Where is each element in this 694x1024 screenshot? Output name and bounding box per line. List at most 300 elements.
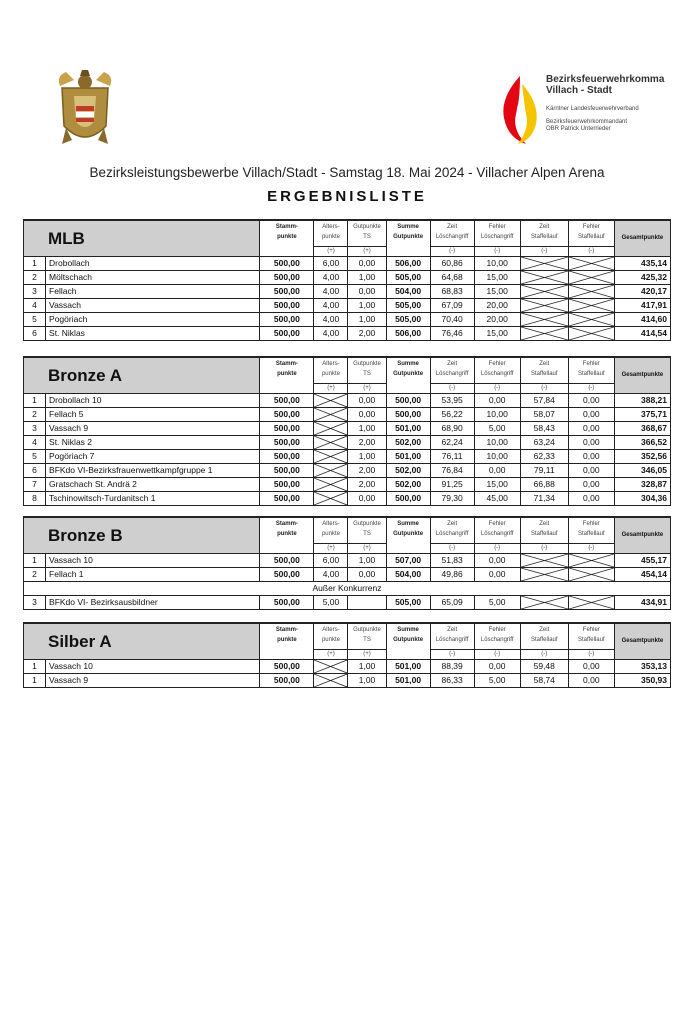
time-attack-cell: 76,84 xyxy=(430,463,474,477)
stamm-points-cell: 500,00 xyxy=(260,435,314,449)
time-relay-header: Zeit Staffellauf xyxy=(520,357,568,383)
age-points-na-cell xyxy=(314,463,348,477)
time-relay-header: Zeit Staffellauf xyxy=(520,623,568,649)
errors-relay-cell: 0,00 xyxy=(568,435,614,449)
good-points-cell: 0,00 xyxy=(348,284,386,298)
good-points-header: Gutpunkte TS xyxy=(348,220,386,246)
errors-attack-cell: 20,00 xyxy=(474,312,520,326)
age-points-header: Alters- punkte xyxy=(314,220,348,246)
time-relay-na-cell xyxy=(520,298,568,312)
total-points-cell: 353,13 xyxy=(614,659,670,673)
time-attack-cell: 53,95 xyxy=(430,393,474,407)
result-row xyxy=(24,407,671,421)
time-relay-na-cell xyxy=(520,567,568,581)
stamm-points-cell: 500,00 xyxy=(260,463,314,477)
sum-points-cell: 501,00 xyxy=(386,673,430,687)
age-points-na-cell xyxy=(314,407,348,421)
stamm-points-cell: 500,00 xyxy=(260,256,314,270)
good-points-cell: 1,00 xyxy=(348,421,386,435)
results-section xyxy=(23,219,671,341)
age-points-cell: 4,00 xyxy=(314,567,348,581)
errors-attack-cell: 15,00 xyxy=(474,326,520,340)
not-applicable-cross-icon xyxy=(314,660,347,673)
coat-of-arms-logo xyxy=(52,66,118,150)
rank-cell: 2 xyxy=(24,407,46,421)
time-attack-cell: 79,30 xyxy=(430,491,474,505)
category-name: Silber A xyxy=(24,623,260,659)
results-table xyxy=(23,622,671,688)
result-row xyxy=(24,463,671,477)
total-points-cell: 455,17 xyxy=(614,553,670,567)
age-points-header: Alters- punkte xyxy=(314,357,348,383)
not-applicable-cross-icon xyxy=(521,568,568,581)
sign-cell: (-) xyxy=(568,383,614,393)
sum-points-cell: 501,00 xyxy=(386,449,430,463)
age-points-na-cell xyxy=(314,421,348,435)
time-relay-na-cell xyxy=(520,256,568,270)
errors-relay-cell: 0,00 xyxy=(568,659,614,673)
result-row xyxy=(24,298,671,312)
sum-points-header: Summe Gutpunkte xyxy=(386,517,430,553)
sum-points-cell: 505,00 xyxy=(386,595,430,609)
result-row xyxy=(24,673,671,687)
result-row xyxy=(24,256,671,270)
errors-relay-cell: 0,00 xyxy=(568,421,614,435)
rank-cell: 1 xyxy=(24,256,46,270)
stamm-points-cell: 500,00 xyxy=(260,284,314,298)
header-row xyxy=(24,517,671,543)
time-relay-na-cell xyxy=(520,553,568,567)
not-applicable-cross-icon xyxy=(569,327,614,340)
stamm-points-cell: 500,00 xyxy=(260,421,314,435)
errors-relay-cell: 0,00 xyxy=(568,449,614,463)
time-attack-cell: 67,09 xyxy=(430,298,474,312)
page-header xyxy=(0,0,694,215)
sign-cell: (-) xyxy=(520,543,568,553)
not-applicable-cross-icon xyxy=(314,422,347,435)
total-points-cell: 417,91 xyxy=(614,298,670,312)
not-applicable-cross-icon xyxy=(314,464,347,477)
sign-cell: (-) xyxy=(430,543,474,553)
time-relay-na-cell xyxy=(520,284,568,298)
errors-relay-header: Fehler Staffellauf xyxy=(568,517,614,543)
age-points-cell: 5,00 xyxy=(314,595,348,609)
errors-relay-header: Fehler Staffellauf xyxy=(568,220,614,246)
result-row xyxy=(24,435,671,449)
time-attack-cell: 76,11 xyxy=(430,449,474,463)
errors-attack-header: Fehler Löschangriff xyxy=(474,357,520,383)
total-points-header: Gesamtpunkte xyxy=(614,623,670,659)
rank-cell: 4 xyxy=(24,435,46,449)
age-points-cell: 4,00 xyxy=(314,326,348,340)
time-relay-cell: 58,07 xyxy=(520,407,568,421)
sign-cell: (+) xyxy=(314,649,348,659)
age-points-na-cell xyxy=(314,449,348,463)
team-name-cell: St. Niklas 2 xyxy=(46,435,260,449)
errors-attack-cell: 5,00 xyxy=(474,595,520,609)
errors-attack-cell: 10,00 xyxy=(474,449,520,463)
not-applicable-cross-icon xyxy=(314,492,347,505)
team-name-cell: Drobollach 10 xyxy=(46,393,260,407)
errors-relay-na-cell xyxy=(568,595,614,609)
errors-attack-cell: 5,00 xyxy=(474,421,520,435)
team-name-cell: BFKdo VI- Bezirksausbildner xyxy=(46,595,260,609)
sum-points-cell: 505,00 xyxy=(386,312,430,326)
sign-cell: (+) xyxy=(314,246,348,256)
errors-relay-cell: 0,00 xyxy=(568,393,614,407)
team-name-cell: Vassach 9 xyxy=(46,421,260,435)
errors-attack-cell: 0,00 xyxy=(474,553,520,567)
out-of-competition-label: Außer Konkurrenz xyxy=(24,581,671,595)
sign-cell: (+) xyxy=(348,383,386,393)
time-attack-cell: 56,22 xyxy=(430,407,474,421)
sum-points-cell: 507,00 xyxy=(386,553,430,567)
sum-points-header: Summe Gutpunkte xyxy=(386,623,430,659)
not-applicable-cross-icon xyxy=(314,450,347,463)
errors-attack-cell: 10,00 xyxy=(474,256,520,270)
total-points-cell: 352,56 xyxy=(614,449,670,463)
time-relay-header: Zeit Staffellauf xyxy=(520,517,568,543)
category-name: Bronze B xyxy=(24,517,260,553)
time-relay-cell: 79,11 xyxy=(520,463,568,477)
not-applicable-cross-icon xyxy=(569,257,614,270)
time-attack-header: Zeit Löschangriff xyxy=(430,357,474,383)
time-relay-na-cell xyxy=(520,312,568,326)
good-points-cell: 0,00 xyxy=(348,393,386,407)
event-description: Bezirksleistungsbewerbe Villach/Stadt - Samstag 18. Mai 2024 - Villacher Alpen Arena xyxy=(89,165,605,180)
time-attack-cell: 60,86 xyxy=(430,256,474,270)
logo-commander-title: Bezirksfeuerwehrkommandant xyxy=(546,119,628,125)
logo-organisation: Kärntner Landesfeuerwehrverband xyxy=(546,106,639,112)
team-name-cell: Fellach xyxy=(46,284,260,298)
errors-relay-cell: 0,00 xyxy=(568,477,614,491)
total-points-cell: 375,71 xyxy=(614,407,670,421)
sign-cell: (-) xyxy=(430,649,474,659)
age-points-na-cell xyxy=(314,477,348,491)
total-points-cell: 304,36 xyxy=(614,491,670,505)
age-points-cell: 4,00 xyxy=(314,312,348,326)
good-points-header: Gutpunkte TS xyxy=(348,517,386,543)
team-name-cell: Vassach 10 xyxy=(46,659,260,673)
not-applicable-cross-icon xyxy=(569,299,614,312)
time-relay-na-cell xyxy=(520,326,568,340)
team-name-cell: Vassach 9 xyxy=(46,673,260,687)
stamm-points-cell: 500,00 xyxy=(260,595,314,609)
not-applicable-cross-icon xyxy=(521,285,568,298)
team-name-cell: Vassach xyxy=(46,298,260,312)
good-points-cell xyxy=(348,595,386,609)
rank-cell: 1 xyxy=(24,673,46,687)
time-relay-na-cell xyxy=(520,270,568,284)
time-attack-header: Zeit Löschangriff xyxy=(430,220,474,246)
sum-points-cell: 500,00 xyxy=(386,491,430,505)
errors-relay-cell: 0,00 xyxy=(568,407,614,421)
sign-cell: (-) xyxy=(474,649,520,659)
stamm-points-cell: 500,00 xyxy=(260,553,314,567)
errors-attack-cell: 5,00 xyxy=(474,673,520,687)
sum-points-cell: 500,00 xyxy=(386,393,430,407)
sign-cell: (-) xyxy=(474,543,520,553)
good-points-header: Gutpunkte TS xyxy=(348,623,386,649)
sign-cell: (-) xyxy=(430,246,474,256)
time-relay-cell: 62,33 xyxy=(520,449,568,463)
stamm-points-header: Stamm- punkte xyxy=(260,220,314,256)
stamm-points-cell: 500,00 xyxy=(260,407,314,421)
age-points-cell: 4,00 xyxy=(314,284,348,298)
team-name-cell: Pogöriach 7 xyxy=(46,449,260,463)
logo-commander-name: OBR Patrick Unterrieder xyxy=(546,126,611,132)
time-attack-cell: 88,39 xyxy=(430,659,474,673)
not-applicable-cross-icon xyxy=(314,436,347,449)
team-name-cell: Möltschach xyxy=(46,270,260,284)
stamm-points-cell: 500,00 xyxy=(260,298,314,312)
result-row xyxy=(24,553,671,567)
result-row xyxy=(24,449,671,463)
not-applicable-cross-icon xyxy=(521,271,568,284)
header-row xyxy=(24,357,671,383)
not-applicable-cross-icon xyxy=(314,674,347,687)
age-points-header: Alters- punkte xyxy=(314,623,348,649)
team-name-cell: St. Niklas xyxy=(46,326,260,340)
sum-points-cell: 505,00 xyxy=(386,298,430,312)
result-row xyxy=(24,312,671,326)
errors-attack-cell: 15,00 xyxy=(474,270,520,284)
sum-points-cell: 506,00 xyxy=(386,256,430,270)
stamm-points-cell: 500,00 xyxy=(260,312,314,326)
errors-attack-header: Fehler Löschangriff xyxy=(474,220,520,246)
time-relay-cell: 58,43 xyxy=(520,421,568,435)
time-relay-na-cell xyxy=(520,595,568,609)
stamm-points-cell: 500,00 xyxy=(260,326,314,340)
time-relay-header: Zeit Staffellauf xyxy=(520,220,568,246)
team-name-cell: Fellach 5 xyxy=(46,407,260,421)
time-attack-cell: 65,09 xyxy=(430,595,474,609)
sign-cell: (-) xyxy=(474,383,520,393)
sum-points-cell: 502,00 xyxy=(386,435,430,449)
errors-relay-header: Fehler Staffellauf xyxy=(568,357,614,383)
errors-relay-cell: 0,00 xyxy=(568,463,614,477)
team-name-cell: Vassach 10 xyxy=(46,553,260,567)
sign-cell: (-) xyxy=(520,383,568,393)
errors-attack-cell: 0,00 xyxy=(474,567,520,581)
total-points-cell: 366,52 xyxy=(614,435,670,449)
team-name-cell: Fellach 1 xyxy=(46,567,260,581)
not-applicable-cross-icon xyxy=(569,554,614,567)
good-points-cell: 1,00 xyxy=(348,553,386,567)
errors-relay-cell: 0,00 xyxy=(568,673,614,687)
not-applicable-cross-icon xyxy=(569,271,614,284)
not-applicable-cross-icon xyxy=(314,394,347,407)
results-section xyxy=(23,516,671,610)
rank-cell: 6 xyxy=(24,326,46,340)
errors-attack-cell: 45,00 xyxy=(474,491,520,505)
errors-attack-cell: 0,00 xyxy=(474,393,520,407)
time-attack-cell: 70,40 xyxy=(430,312,474,326)
result-row xyxy=(24,326,671,340)
errors-relay-na-cell xyxy=(568,553,614,567)
not-applicable-cross-icon xyxy=(569,285,614,298)
results-table xyxy=(23,356,671,506)
sign-cell: (-) xyxy=(568,246,614,256)
logo-title: Bezirksfeuerwehrkomma xyxy=(546,74,665,85)
total-points-header: Gesamtpunkte xyxy=(614,357,670,393)
results-section xyxy=(23,356,671,506)
errors-attack-cell: 0,00 xyxy=(474,659,520,673)
sign-cell: (-) xyxy=(520,246,568,256)
errors-relay-na-cell xyxy=(568,284,614,298)
result-row xyxy=(24,595,671,609)
good-points-cell: 0,00 xyxy=(348,491,386,505)
result-row xyxy=(24,284,671,298)
age-points-na-cell xyxy=(314,659,348,673)
rank-cell: 5 xyxy=(24,449,46,463)
team-name-cell: Gratschach St. Andrä 2 xyxy=(46,477,260,491)
age-points-cell: 4,00 xyxy=(314,298,348,312)
rank-cell: 1 xyxy=(24,393,46,407)
rank-cell: 6 xyxy=(24,463,46,477)
good-points-cell: 0,00 xyxy=(348,256,386,270)
age-points-na-cell xyxy=(314,435,348,449)
sign-cell: (-) xyxy=(568,543,614,553)
age-points-cell: 6,00 xyxy=(314,256,348,270)
category-name: Bronze A xyxy=(24,357,260,393)
total-points-header: Gesamtpunkte xyxy=(614,517,670,553)
stamm-points-cell: 500,00 xyxy=(260,659,314,673)
time-attack-cell: 86,33 xyxy=(430,673,474,687)
age-points-header: Alters- punkte xyxy=(314,517,348,543)
rank-cell: 3 xyxy=(24,595,46,609)
total-points-cell: 454,14 xyxy=(614,567,670,581)
not-applicable-cross-icon xyxy=(314,478,347,491)
time-attack-cell: 51,83 xyxy=(430,553,474,567)
team-name-cell: Tschinowitsch-Turdanitsch 1 xyxy=(46,491,260,505)
total-points-cell: 328,87 xyxy=(614,477,670,491)
not-applicable-cross-icon xyxy=(569,596,614,609)
sign-cell: (+) xyxy=(348,543,386,553)
results-section xyxy=(23,622,671,688)
age-points-cell: 6,00 xyxy=(314,553,348,567)
errors-relay-na-cell xyxy=(568,270,614,284)
age-points-na-cell xyxy=(314,673,348,687)
sign-cell: (+) xyxy=(314,543,348,553)
result-row xyxy=(24,393,671,407)
total-points-header: Gesamtpunkte xyxy=(614,220,670,256)
rank-cell: 1 xyxy=(24,659,46,673)
header-row xyxy=(24,220,671,246)
total-points-cell: 420,17 xyxy=(614,284,670,298)
stamm-points-header: Stamm- punkte xyxy=(260,623,314,659)
result-row xyxy=(24,567,671,581)
age-points-cell: 4,00 xyxy=(314,270,348,284)
errors-attack-header: Fehler Löschangriff xyxy=(474,623,520,649)
sign-cell: (-) xyxy=(430,383,474,393)
time-attack-cell: 76,46 xyxy=(430,326,474,340)
good-points-cell: 1,00 xyxy=(348,298,386,312)
time-relay-cell: 59,48 xyxy=(520,659,568,673)
time-relay-cell: 66,88 xyxy=(520,477,568,491)
stamm-points-cell: 500,00 xyxy=(260,393,314,407)
rank-cell: 1 xyxy=(24,553,46,567)
errors-attack-cell: 0,00 xyxy=(474,463,520,477)
total-points-cell: 435,14 xyxy=(614,256,670,270)
stamm-points-header: Stamm- punkte xyxy=(260,517,314,553)
sum-points-cell: 500,00 xyxy=(386,407,430,421)
sign-cell: (+) xyxy=(348,246,386,256)
errors-relay-na-cell xyxy=(568,298,614,312)
good-points-cell: 1,00 xyxy=(348,659,386,673)
good-points-cell: 2,00 xyxy=(348,435,386,449)
team-name-cell: Drobollach xyxy=(46,256,260,270)
not-applicable-cross-icon xyxy=(521,327,568,340)
not-applicable-cross-icon xyxy=(521,299,568,312)
sum-points-header: Summe Gutpunkte xyxy=(386,220,430,256)
total-points-cell: 414,54 xyxy=(614,326,670,340)
sum-points-cell: 502,00 xyxy=(386,463,430,477)
result-row xyxy=(24,270,671,284)
stamm-points-cell: 500,00 xyxy=(260,491,314,505)
note-row xyxy=(24,581,671,595)
age-points-na-cell xyxy=(314,491,348,505)
rank-cell: 5 xyxy=(24,312,46,326)
rank-cell: 7 xyxy=(24,477,46,491)
good-points-cell: 1,00 xyxy=(348,270,386,284)
sign-cell: (-) xyxy=(520,649,568,659)
errors-relay-na-cell xyxy=(568,326,614,340)
errors-attack-cell: 15,00 xyxy=(474,477,520,491)
time-attack-cell: 91,25 xyxy=(430,477,474,491)
sum-points-cell: 501,00 xyxy=(386,659,430,673)
time-attack-cell: 64,68 xyxy=(430,270,474,284)
total-points-cell: 425,32 xyxy=(614,270,670,284)
time-relay-cell: 58,74 xyxy=(520,673,568,687)
time-attack-cell: 49,86 xyxy=(430,567,474,581)
time-attack-header: Zeit Löschangriff xyxy=(430,517,474,543)
total-points-cell: 388,21 xyxy=(614,393,670,407)
not-applicable-cross-icon xyxy=(521,554,568,567)
not-applicable-cross-icon xyxy=(569,313,614,326)
sum-points-cell: 501,00 xyxy=(386,421,430,435)
team-name-cell: BFKdo VI-Bezirksfrauenwettkampfgruppe 1 xyxy=(46,463,260,477)
sum-points-cell: 504,00 xyxy=(386,567,430,581)
sum-points-cell: 502,00 xyxy=(386,477,430,491)
stamm-points-cell: 500,00 xyxy=(260,673,314,687)
stamm-points-cell: 500,00 xyxy=(260,270,314,284)
sign-cell: (-) xyxy=(474,246,520,256)
good-points-cell: 2,00 xyxy=(348,463,386,477)
sum-points-header: Summe Gutpunkte xyxy=(386,357,430,393)
district-fire-brigade-logo xyxy=(496,70,686,146)
time-attack-cell: 68,90 xyxy=(430,421,474,435)
rank-cell: 4 xyxy=(24,298,46,312)
total-points-cell: 368,67 xyxy=(614,421,670,435)
result-row xyxy=(24,491,671,505)
good-points-cell: 1,00 xyxy=(348,312,386,326)
total-points-cell: 414,60 xyxy=(614,312,670,326)
document-title: ERGEBNISLISTE xyxy=(267,188,427,205)
stamm-points-cell: 500,00 xyxy=(260,477,314,491)
logo-subtitle: Villach - Stadt xyxy=(546,85,612,96)
sign-cell: (-) xyxy=(568,649,614,659)
age-points-na-cell xyxy=(314,393,348,407)
header-row xyxy=(24,623,671,649)
stamm-points-cell: 500,00 xyxy=(260,567,314,581)
total-points-cell: 346,05 xyxy=(614,463,670,477)
total-points-cell: 434,91 xyxy=(614,595,670,609)
not-applicable-cross-icon xyxy=(569,568,614,581)
time-attack-header: Zeit Löschangriff xyxy=(430,623,474,649)
not-applicable-cross-icon xyxy=(521,596,568,609)
errors-attack-cell: 10,00 xyxy=(474,435,520,449)
